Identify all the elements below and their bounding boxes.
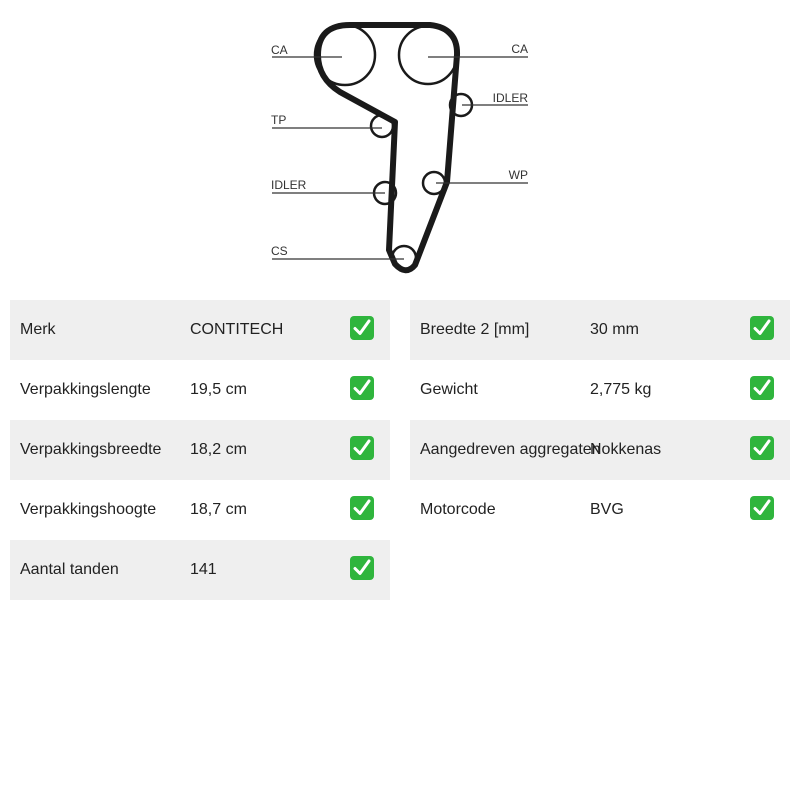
check-icon [350, 376, 374, 400]
spec-value: CONTITECH [190, 321, 284, 338]
spec-value: Nokkenas [590, 441, 662, 458]
spec-row-motorcode [410, 480, 790, 540]
check-icon [750, 376, 774, 400]
spec-label: Merk [20, 321, 56, 338]
timing-belt [318, 25, 457, 270]
spec-value: 30 mm [590, 321, 639, 338]
spec-row-merk [10, 300, 390, 360]
spec-value: 2,775 kg [590, 381, 652, 398]
spec-row-verpakkingsbreedte [10, 420, 390, 480]
check-icon [750, 496, 774, 520]
label-ca-left: CA [271, 43, 288, 57]
check-icon [350, 556, 374, 580]
spec-value: 141 [190, 561, 217, 578]
spec-value: 18,2 cm [190, 441, 247, 458]
spec-label: Verpakkingslengte [20, 381, 151, 398]
spec-table-left [10, 300, 390, 600]
spec-row-gewicht [410, 360, 790, 420]
belt-routing-svg [260, 15, 540, 280]
label-idler-left: IDLER [271, 178, 307, 192]
label-ca-right: CA [511, 42, 528, 56]
leader-lines [272, 57, 528, 259]
spec-row-aangedreven-aggregaten [410, 420, 790, 480]
check-icon [350, 436, 374, 460]
spec-label: Motorcode [420, 501, 496, 518]
label-tp: TP [271, 113, 287, 127]
label-wp: WP [508, 168, 528, 182]
spec-label: Verpakkingshoogte [20, 501, 157, 518]
spec-label: Gewicht [420, 381, 478, 398]
spec-value: BVG [590, 501, 624, 518]
spec-label: Aangedreven aggregaten [420, 441, 601, 458]
camshaft-pulley-right [399, 26, 457, 84]
check-icon [350, 496, 374, 520]
spec-row-aantal-tanden [10, 540, 390, 600]
label-cs: CS [271, 244, 288, 258]
check-icon [750, 316, 774, 340]
spec-table-right [410, 300, 790, 540]
spec-row-breedte [410, 300, 790, 360]
spec-label: Breedte 2 [mm] [420, 321, 530, 338]
spec-value: 19,5 cm [190, 381, 247, 398]
timing-belt-diagram [260, 15, 540, 280]
check-icon [750, 436, 774, 460]
spec-row-verpakkingshoogte [10, 480, 390, 540]
label-idler-right: IDLER [492, 91, 528, 105]
spec-label: Aantal tanden [20, 561, 119, 578]
check-icon [350, 316, 374, 340]
spec-value: 18,7 cm [190, 501, 247, 518]
camshaft-pulley-left [315, 25, 375, 85]
spec-label: Verpakkingsbreedte [20, 441, 162, 458]
spec-row-verpakkingslengte [10, 360, 390, 420]
